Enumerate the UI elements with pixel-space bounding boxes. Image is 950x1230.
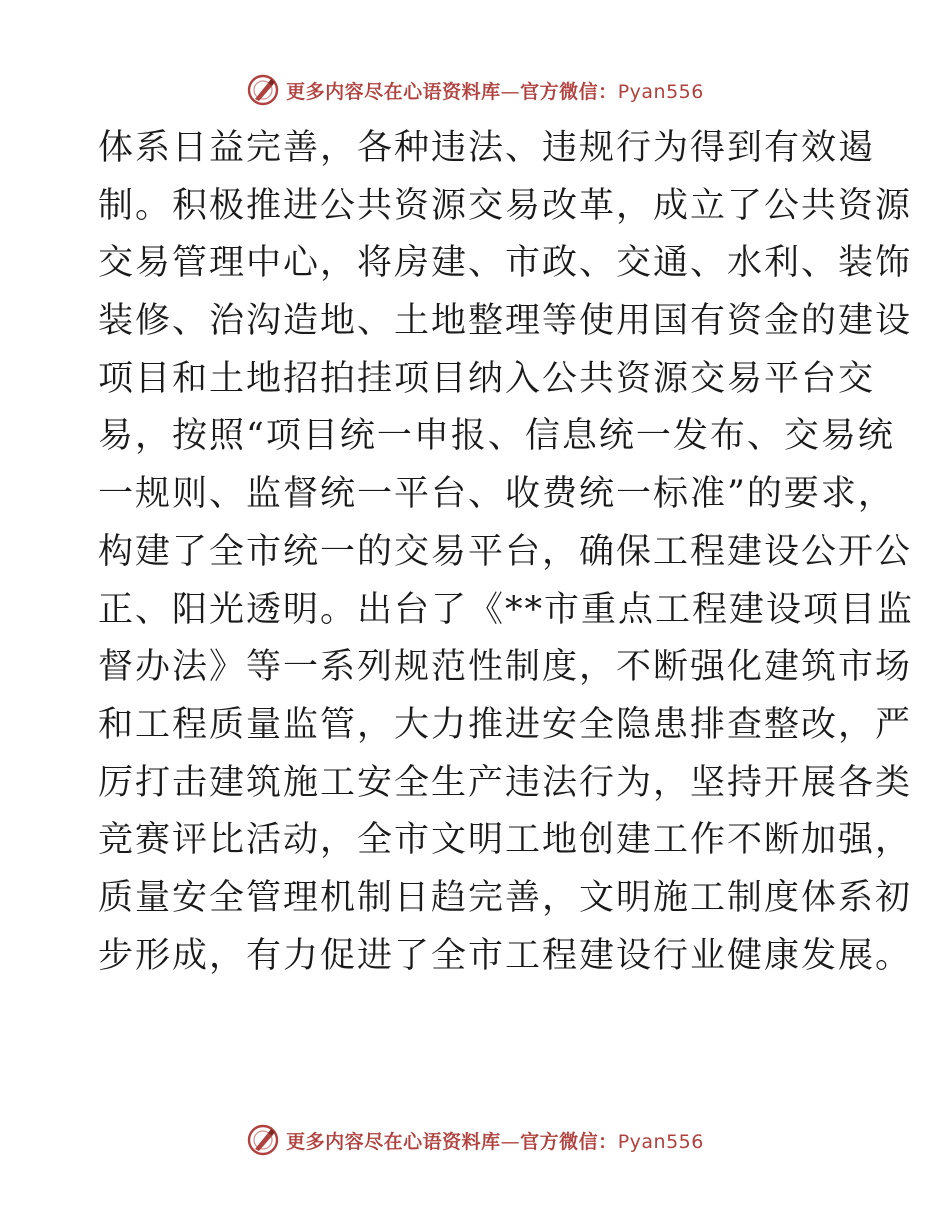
header-site-name: 更多内容尽在心语资料库 — [286, 80, 501, 103]
footer-watermark-text — [286, 1127, 704, 1154]
header-separator: — — [500, 80, 521, 103]
header-watermark-banner — [0, 70, 950, 110]
text-line: 质量安全管理机制日趋完善，文明施工制度体系初 — [98, 877, 913, 918]
pen-nib-circle-logo-icon — [246, 73, 280, 107]
text-line: 构建了全市统一的交易平台，确保工程建设公开公 — [98, 531, 913, 572]
text-line: 竞赛评比活动，全市文明工地创建工作不断加强， — [98, 820, 913, 861]
text-line: 厉打击建筑施工安全生产违法行为，坚持开展各类 — [98, 762, 913, 803]
footer-watermark-banner — [0, 1120, 950, 1160]
header-contact-value: Pyan556 — [617, 80, 704, 103]
pen-nib-circle-logo-icon — [246, 1123, 280, 1157]
footer-contact-label: 官方微信： — [520, 1130, 618, 1153]
header-watermark-text — [286, 77, 704, 104]
text-line: 体系日益完善，各种违法、违规行为得到有效遏 — [98, 128, 876, 168]
text-line: 易，按照“项目统一申报、信息统一发布、交易统 — [98, 416, 895, 457]
footer-site-name: 更多内容尽在心语资料库 — [286, 1130, 501, 1153]
text-line: 制。积极推进公共资源交易改革，成立了公共资源 — [98, 185, 913, 226]
document-body — [98, 120, 915, 985]
text-line: 项目和土地招拍挂项目纳入公共资源交易平台交 — [98, 358, 876, 399]
text-line: 交易管理中心，将房建、市政、交通、水利、装饰 — [98, 243, 913, 284]
footer-separator: — — [500, 1130, 521, 1153]
header-contact-label: 官方微信： — [520, 80, 618, 103]
text-line: 步形成，有力促进了全市工程建设行业健康发展。 — [98, 935, 913, 976]
text-line: 一规则、监督统一平台、收费统一标准”的要求， — [98, 474, 895, 515]
text-line: 正、阳光透明。出台了《**市重点工程建设项目监 — [98, 589, 915, 630]
footer-contact-value: Pyan556 — [617, 1130, 704, 1153]
text-line: 和工程质量监管，大力推进安全隐患排查整改，严 — [98, 704, 913, 745]
text-line: 督办法》等一系列规范性制度，不断强化建筑市场 — [98, 647, 913, 688]
text-line: 装修、治沟造地、土地整理等使用国有资金的建设 — [98, 301, 913, 342]
